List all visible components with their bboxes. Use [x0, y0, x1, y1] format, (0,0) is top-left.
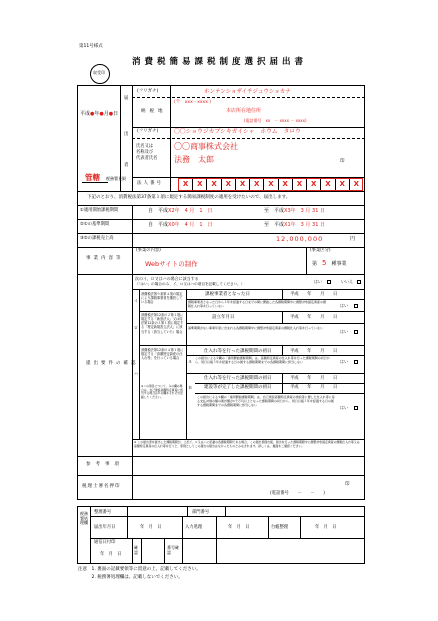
row-line [186, 323, 365, 324]
item-ha-date-1: 平成 年 月 日 [290, 349, 338, 354]
receipt-stamp-label: 収受印 [93, 70, 105, 75]
item-i-question: 課税事業者となった日 [205, 292, 250, 297]
item-i-mark: イ [134, 298, 138, 303]
item-i-date: 平成 年 月 日 [290, 292, 338, 297]
form-number: 第11号様式 [79, 44, 103, 49]
office-ymd: 年 月 日 [315, 525, 337, 530]
office-received-date: 届出年月日 [94, 525, 116, 530]
divider [216, 538, 217, 564]
item-ha-a-mark: Ａ [188, 359, 192, 364]
tax-office-name: 管轄 [85, 173, 100, 182]
corp-number-digit: X [320, 178, 334, 191]
row-line [77, 191, 365, 192]
row-line [139, 345, 365, 346]
yes-option[interactable]: はい [340, 359, 348, 364]
divider [90, 506, 91, 564]
corp-number-digit: X [292, 178, 306, 191]
corp-number-digit: X [263, 178, 277, 191]
item-ha-date-2: 平成 年 月 日 [290, 376, 338, 381]
divider [132, 456, 133, 500]
yes-option[interactable]: はい [340, 303, 348, 308]
seal-mark: 印 [340, 159, 345, 164]
row-line [139, 311, 365, 312]
furigana-label: (フリガナ) [137, 129, 159, 134]
office-ledger: 台帳整理 [271, 525, 289, 530]
divider [182, 516, 183, 538]
address-label: 納税地 [141, 109, 167, 114]
item-ha-a-text: この届出による①欄の「適用開始課税期間」は、高額特定資産の仕入れ等を行った課税期間の初日から、同日以後３年を経過する日の属する課税期間までの各課税期間に該当しない [195, 356, 330, 364]
office-ymd: 年 月 日 [140, 525, 162, 530]
item-ha-question-1: 仕入れ等を行った課税期間の初日 [204, 349, 272, 354]
item-ha-mark: ハ [134, 371, 138, 376]
corp-number-digit: X [192, 178, 206, 191]
divider [225, 506, 226, 516]
item-ro-date: 平成 年 月 日 [290, 315, 338, 320]
divider [132, 538, 133, 564]
form-title: 消費税簡易課税制度選択届出書 [132, 57, 308, 67]
office-side-label: 税務署処理欄 [80, 511, 88, 526]
item-ro-text: 消費税法第12条の２第１項に規定する「新設法人」又は同法第12条の３第１項に規定する「特定新規設立法人」に該当する（該当していた）場合 [141, 313, 184, 334]
group-label: 届 [124, 96, 129, 101]
yes-option[interactable]: はい [340, 329, 348, 334]
divider [268, 516, 269, 538]
yes-option[interactable]: はい [314, 279, 322, 284]
requirements-label: 提出要件の確認 [86, 361, 139, 366]
item-ha-b-mark: Ｂ [188, 385, 192, 390]
item-ha-side-note: ※ハの項目について、Ａの欄の場合は、自己建設高額特定資産に該当する場合はＢの欄をそれぞれ記載してください。 [141, 384, 183, 399]
row1-label: ①適用開始課税期間 [80, 208, 119, 213]
yes-checkbox[interactable] [354, 360, 358, 364]
corp-number-digit: X [278, 178, 292, 191]
row-line [77, 274, 365, 275]
office-ref-no: 整理番号 [94, 510, 112, 515]
item-ha-text: 消費税法第12条の４第１項に規定する「高額特定資産の仕入れ等」を行っている場合 [141, 348, 184, 361]
item-ha-date-3: 平成 年 月 日 [290, 385, 338, 390]
name-label: 氏名又は [136, 144, 154, 149]
divider [282, 311, 283, 323]
row-line [77, 219, 365, 220]
name-label: 代表者氏名 [136, 156, 158, 161]
note-2: 2. 税務署処理欄は、記載しないでください。 [78, 575, 183, 580]
note-1: 注意 1. 裏面の記載要領等に留意の上、記載してください。 [78, 567, 201, 572]
business-content-label: (事業の内容) [136, 248, 161, 253]
item-ro-mark: ロ [134, 325, 138, 330]
corp-number-digit: X [349, 178, 363, 191]
requirements-intro: （「はい」の場合のみ、イ、ロ又はハの項目を記載してください。） [135, 282, 245, 286]
corp-number-digit: X [235, 178, 249, 191]
group-label: 出 [124, 132, 129, 137]
row-line [77, 233, 365, 234]
row-line [77, 456, 365, 457]
office-confirm: 確認 [134, 545, 138, 555]
yen-unit: 円 [350, 236, 356, 242]
divider [164, 538, 165, 564]
item-ha-b-text: この届出による①欄の「適用開始課税期間」は、自己建設高額特定資産の建設等に要した仕入れ等に係る支払対価の額の累計額が1千万円以上となった課税期間の初日から、同日以後３年を経過する日の属する課税期間までの各課税期間に該当しない [197, 395, 335, 407]
phone-number: (電話番号 xx － xxxx － xxxx) [244, 118, 307, 123]
requirements-footnote: ※ この届出書を提出した課税期間が、上記イ、ロ又はハに記載の各課税期間である場合、この届出書提出後、届出を行った課税期間中に調整対象固定資産の課税仕入れ等又は高額特定資産の仕入れ等を行うと、原則としてこの届出の提出はなかったものとみなされます。詳しくは、裏面をご確認ください。 [134, 440, 360, 448]
yes-checkbox[interactable] [354, 406, 358, 410]
tax-accountant-label: 税理士署名押印 [82, 484, 121, 489]
row2-from: 自 平成X0年 4 月 1 日 [148, 222, 213, 228]
row-line [77, 475, 365, 476]
office-input-proc: 入力処理 [185, 525, 203, 530]
corp-number-label: 法人番号 [137, 181, 163, 186]
yes-checkbox[interactable] [327, 280, 331, 284]
address-furigana: ホンテンショザイチジュウショカナ [204, 89, 291, 95]
yes-checkbox[interactable] [354, 304, 358, 308]
office-dept-no: 部門番号 [192, 510, 210, 515]
office-comm-date: 通信日付印 [94, 540, 116, 545]
office-no-confirm: 番号確認 [167, 545, 179, 555]
company-name: 〇〇商事株式会社 [174, 142, 238, 151]
business-content: Webサイトの制作 [145, 260, 198, 268]
divider [132, 247, 133, 274]
statement-text: 下記のとおり、消費税法第37条第１項に規定する簡易課税制度の適用を受けたいので、届出します。 [87, 195, 291, 200]
item-ro-question-2: 基準期間がない事業年度に含まれる各課税期間中に調整対象固定資産の課税仕入れ等を行っていない [188, 326, 324, 330]
yes-option[interactable]: はい [340, 405, 348, 410]
dashed-line [132, 97, 365, 98]
divider [127, 516, 128, 538]
corp-number-digits [178, 178, 363, 191]
no-checkbox[interactable] [357, 280, 361, 284]
business-label: 事業内容等 [86, 256, 124, 261]
item-ha-question-3: 建設等が完了した課税期間の初日 [204, 385, 272, 390]
dashed-line [132, 138, 365, 139]
row2-label: ②①の基準期間 [80, 222, 110, 227]
divider [141, 538, 142, 564]
tax-accountant-phone: (電話番号 － － ) [270, 491, 325, 496]
divider [132, 205, 133, 247]
divider [300, 516, 301, 538]
row1-to: 至 平成X3年 3 月 31 日 [264, 208, 325, 214]
office-ymd: 年 月 日 [100, 552, 122, 557]
date-line: 平成●年●月●日 [80, 111, 119, 117]
corp-number-digit: X [206, 178, 220, 191]
name-furigana: 〇〇ショウジカブシキガイシャ ホウム タロウ [174, 129, 301, 135]
row3-label: ③②の課税売上高 [80, 236, 114, 241]
row-line [132, 127, 365, 128]
row1-from: 自 平成X2年 4 月 1 日 [148, 208, 213, 214]
requirements-intro: 次のイ、ロ又はハの場合に該当する [135, 276, 199, 281]
corp-number-digit: X [249, 178, 263, 191]
divider [187, 506, 188, 516]
sales-amount: 12,000,000 [276, 235, 324, 243]
item-ro-question: 設立年月日 [212, 315, 235, 320]
divider [282, 289, 283, 299]
underline [82, 182, 108, 183]
office-ymd: 年 月 日 [228, 525, 250, 530]
item-ha-question-2: 仕入れ等を行った課税期間の初日 [204, 376, 272, 381]
divider [216, 516, 217, 538]
furigana-label: (フリガナ) [137, 89, 159, 94]
yes-checkbox[interactable] [354, 330, 358, 334]
tax-office-suffix: 税務署長殿 [106, 176, 126, 181]
item-i-text: 消費税法第９条第４項の規定により課税事業者を選択している場合 [141, 292, 183, 305]
row2-to: 至 平成X1年 3 月 31 日 [264, 222, 325, 228]
representative-name: 法務 太郎 [174, 155, 214, 164]
corp-number-digit: X [221, 178, 235, 191]
row-line [195, 383, 365, 384]
divider [127, 506, 128, 516]
row-line [132, 289, 365, 290]
row-line [186, 373, 365, 374]
business-category-label: (事業区分) [310, 248, 331, 253]
divider [182, 538, 183, 564]
corp-number-digit: X [306, 178, 320, 191]
corp-number-frame [178, 178, 363, 191]
corp-number-digit: X [335, 178, 349, 191]
postal-code: (〒 xxx - xxxx ) [174, 100, 212, 105]
business-category: 第 5 種事業 [312, 259, 347, 267]
item-i-question-2: 課税事業者となった日から２年を経過する日までの間に開始した各課税期間中に調整対象固定資産の課税仕入れ等を行っていない [188, 300, 327, 308]
row-line [90, 516, 365, 517]
seal-mark: 印 [345, 482, 350, 487]
name-label: 名称及び [136, 150, 154, 155]
row-line [77, 205, 365, 206]
group-label: 者 [124, 163, 129, 168]
corp-number-digit: X [178, 178, 192, 191]
reference-label: 参考事項 [86, 462, 124, 467]
row-line [195, 393, 365, 394]
divider [282, 345, 283, 355]
divider [306, 247, 307, 274]
address-value: 本店所在地住所 [226, 108, 262, 114]
no-option[interactable]: いいえ [341, 279, 353, 284]
